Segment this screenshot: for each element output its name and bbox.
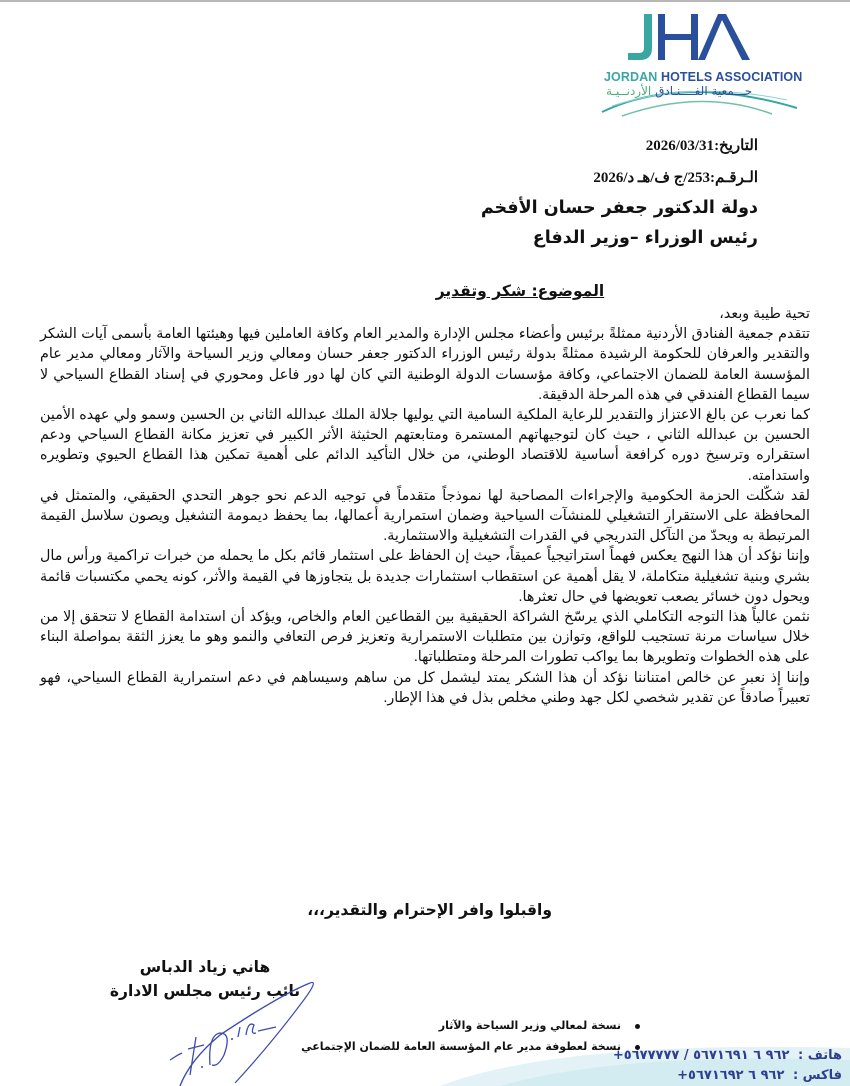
footer-phone [613, 1048, 842, 1063]
footer-fax [677, 1068, 842, 1083]
page-top-border [0, 0, 850, 2]
ref-value: 253/ج ف/هـ د/2026 [593, 170, 711, 186]
copy-recipient: نسخة لمعالي وزير السياحة والآثار [439, 1019, 640, 1032]
ref-label: الـرقـم: [710, 170, 758, 186]
phone-label: هاتف : [798, 1048, 842, 1063]
body-paragraph: وإننا إذ نعبر عن خالص امتناننا نؤكد أن هذا الشكر يمتد ليشمل كل من ساهم وسيساهم في دعم استمرارية القطاع السياحي، فهو تعبيراً صادقاً عن تقدير شخصي لكل جهد وطني مخلص بذل في هذا الإطار. [40, 669, 810, 706]
addressee-name: دولة الدكتور جعفر حسان الأفخم [480, 198, 758, 218]
subject-text: الموضوع: شكر وتقدير [435, 282, 605, 300]
letter-body [40, 304, 810, 708]
fax-label: فاكس : [792, 1068, 842, 1083]
phone-number: +٩٦٢ ٦ ٥٦٧١٦٩١ / ٥٦٧٧٧٧٧ [612, 1048, 790, 1063]
fax-number: +٩٦٢ ٦ ٥٦٧١٦٩٢ [677, 1068, 785, 1083]
closing-line: واقبلوا وافر الإحترام والتقدير،،، [307, 901, 552, 919]
copy-recipient: نسخة لعطوفة مدير عام المؤسسة العامة للضمان الإجتماعي [301, 1040, 640, 1053]
date-value: 2026/03/31 [645, 138, 715, 154]
letter-date [646, 136, 758, 155]
bullet-icon [635, 1024, 640, 1029]
body-paragraph: نثمن عالياً هذا التوجه التكاملي الذي يرسّخ الشراكة الحقيقية بين القطاعين العام والخاص، ويؤكد أن استدامة القطاع لا تتحقق إلا من خلال سياسات مرنة تستجيب للواقع، وتوازن بين متطلبات الاستمرارية وتعزيز فرص التعافي والنمو وهو ما يعزز الثقة بمواصلة البناء على هذه الخطوات وتطويرها بما يواكب تطورات المرحلة ومتطلباتها. [40, 609, 810, 666]
letter-reference [593, 168, 758, 187]
handwritten-signature [160, 975, 330, 1086]
jha-logo [592, 8, 822, 118]
date-label: التاريخ: [714, 138, 758, 154]
logo-arabic-name: جـــمعية الفــــنـادق الأردنــيـة [606, 84, 753, 98]
jha-logo-mark [592, 8, 822, 118]
subject-line [0, 282, 850, 300]
body-paragraph: كما نعرب عن بالغ الاعتزاز والتقدير للرعاية الملكية السامية التي يوليها جلالة الملك عبدالله الثاني بن الحسين وسمو ولي عهده الأمين الحسين بن عبدالله الثاني ، حيث كان لتوجيهاتهم المستمرة ومتابعتهم الحثيثة الأثر الكبير في تعزيز مكانة القطاع السياحي ودعم استقراره وترسيخ دوره كرافعة أساسية للاقتصاد الوطني، من خلال التأكيد الدائم على أهمية تمكين هذا القطاع الحيوي وتطويره واستدامته. [40, 407, 810, 484]
signatory-name: هاني زياد الدباس [139, 958, 271, 976]
body-paragraph: وإننا نؤكد أن هذا النهج يعكس فهماً استراتيجياً عميقاً، حيث إن الحفاظ على استثمار قائم بكل ما يحمله من خبرات تراكمية ورأس مال بشري وبنية تشغيلية متكاملة، لا يقل أهمية عن استقطاب استثمارات جديدة بل يتجاوزها في القيمة والأثر، كونه يحمي مكتسبات قائمة ويحول دون خسائر يصعب تعويضها في حال تعثرها. [40, 548, 810, 605]
body-paragraph: لقد شكّلت الحزمة الحكومية والإجراءات المصاحبة لها نموذجاً متقدماً في توجيه الدعم نحو جوهر التحدي الحقيقي، والمتمثل في المحافظة على الاستقرار التشغيلي للمنشآت السياحية وضمان استمرارية أعمالها، بما يحفظ ديمومة التشغيل ويصون سلاسل القيمة المرتبطة به ويحدّ من التآكل التدريجي في القدرات التشغيلية والاستثمارية. [40, 487, 810, 545]
signatory-title: نائب رئيس مجلس الادارة [109, 982, 301, 1000]
greeting: تحية طيبة وبعد، [719, 306, 810, 322]
addressee-title: رئيس الوزراء –وزير الدفاع [532, 228, 758, 248]
body-paragraph: تتقدم جمعية الفنادق الأردنية ممثلةً برئيس وأعضاء مجلس الإدارة والمدير العام وكافة العاملين فيها وهيئتها العامة بأسمى آيات الشكر والتقدير والعرفان للحكومة الرشيدة ممثلةً بدولة رئيس الوزراء الدكتور جعفر حسان ومعالي وزير السياحة والآثار ومعالي مدير عام المؤسسة العامة للضمان الاجتماعي، وكافة مؤسسات الدولة الوطنية التي كان لها دور فاعل ومحوري في إسناد القطاع السياحي لا سيما القطاع الفندقي في هذه المرحلة الدقيقة. [40, 326, 810, 403]
logo-english-name: JORDAN HOTELS ASSOCIATION [604, 70, 803, 84]
